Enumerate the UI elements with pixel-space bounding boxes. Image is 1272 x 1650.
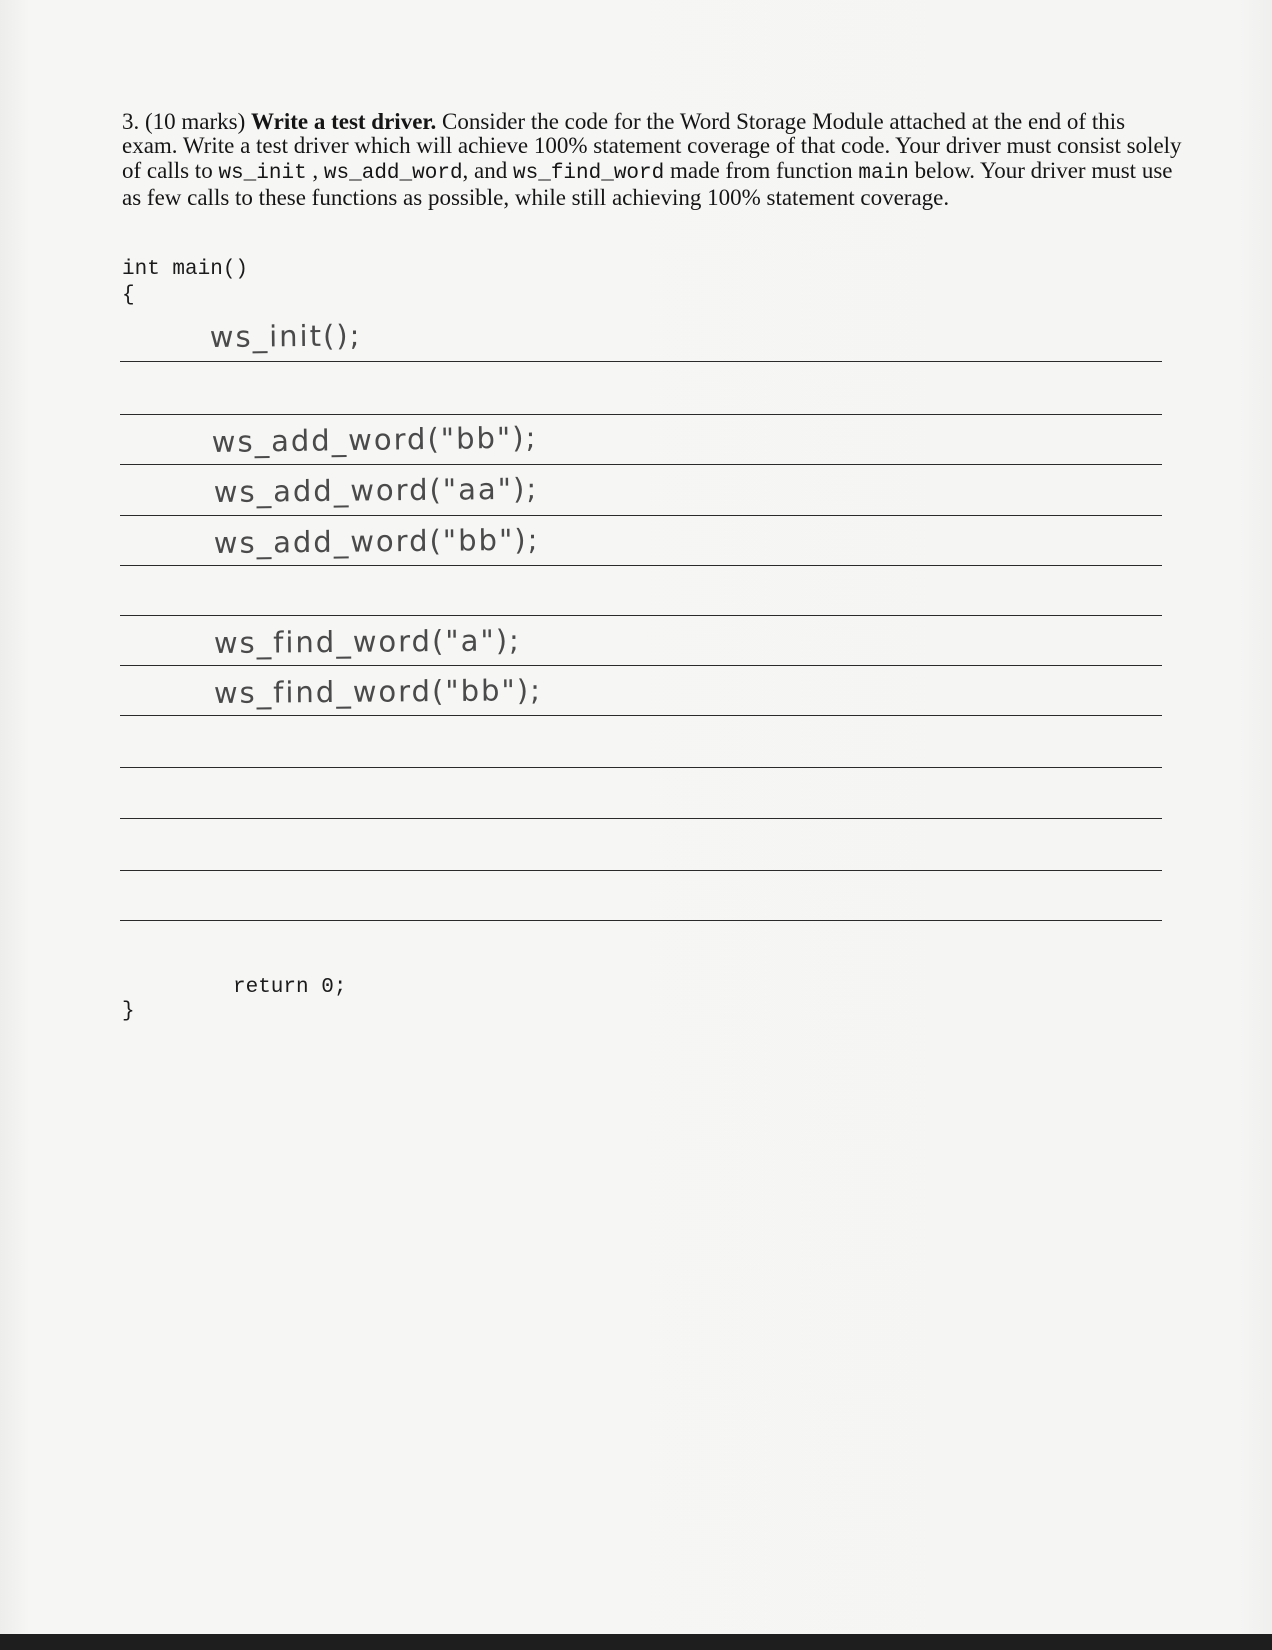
question-text <box>122 110 1182 211</box>
function-name-init: ws_init <box>218 161 307 185</box>
code-return-statement: return 0; <box>233 976 347 999</box>
handwritten-call-add-bb-again: ws_add_word("bb"); <box>213 522 540 560</box>
question-body-3: below. Your driver must use as few calls to these functions as possible, while still achieving 100% statement coverage. <box>122 157 1173 211</box>
answer-line-12 <box>120 920 1162 921</box>
function-name-find-word: ws_find_word <box>513 161 665 185</box>
answer-line-7 <box>120 665 1162 666</box>
answer-line-8 <box>120 715 1162 716</box>
handwritten-call-add-aa: ws_add_word("aa"); <box>213 471 539 509</box>
handwritten-call-init: ws_init(); <box>209 318 362 354</box>
separator-comma: , <box>312 157 319 183</box>
separator-and: , and <box>462 157 508 183</box>
answer-line-2 <box>120 414 1162 415</box>
answer-line-10 <box>120 818 1162 819</box>
answer-line-11 <box>120 870 1162 871</box>
question-body-1: Consider the code for the Word Storage Module attached at the end of this exam. Write a test driver which will achieve 100% statement coverage of that code. Your driver must consist solely of calls to <box>122 109 1182 183</box>
answer-line-1 <box>120 361 1162 362</box>
handwritten-call-find-a: ws_find_word("a"); <box>213 623 522 660</box>
handwritten-call-add-bb: ws_add_word("bb"); <box>211 420 538 459</box>
question-heading: Write a test driver. <box>251 109 437 134</box>
function-name-add-word: ws_add_word <box>323 161 463 185</box>
scan-bottom-edge <box>0 1634 1272 1650</box>
code-close-brace: } <box>122 1000 135 1023</box>
question-marks: (10 marks) <box>145 109 246 134</box>
code-main-signature: int main() <box>122 258 249 281</box>
handwritten-call-find-bb: ws_find_word("bb"); <box>213 673 543 710</box>
question-number: 3. <box>122 109 140 134</box>
answer-line-9 <box>120 767 1162 768</box>
function-name-main: main <box>858 161 909 185</box>
answer-line-5 <box>120 565 1162 566</box>
answer-line-4 <box>120 515 1162 516</box>
answer-line-6 <box>120 615 1162 616</box>
code-open-brace: { <box>122 284 135 307</box>
question-body-2: made from function <box>670 157 853 183</box>
answer-line-3 <box>120 464 1162 465</box>
